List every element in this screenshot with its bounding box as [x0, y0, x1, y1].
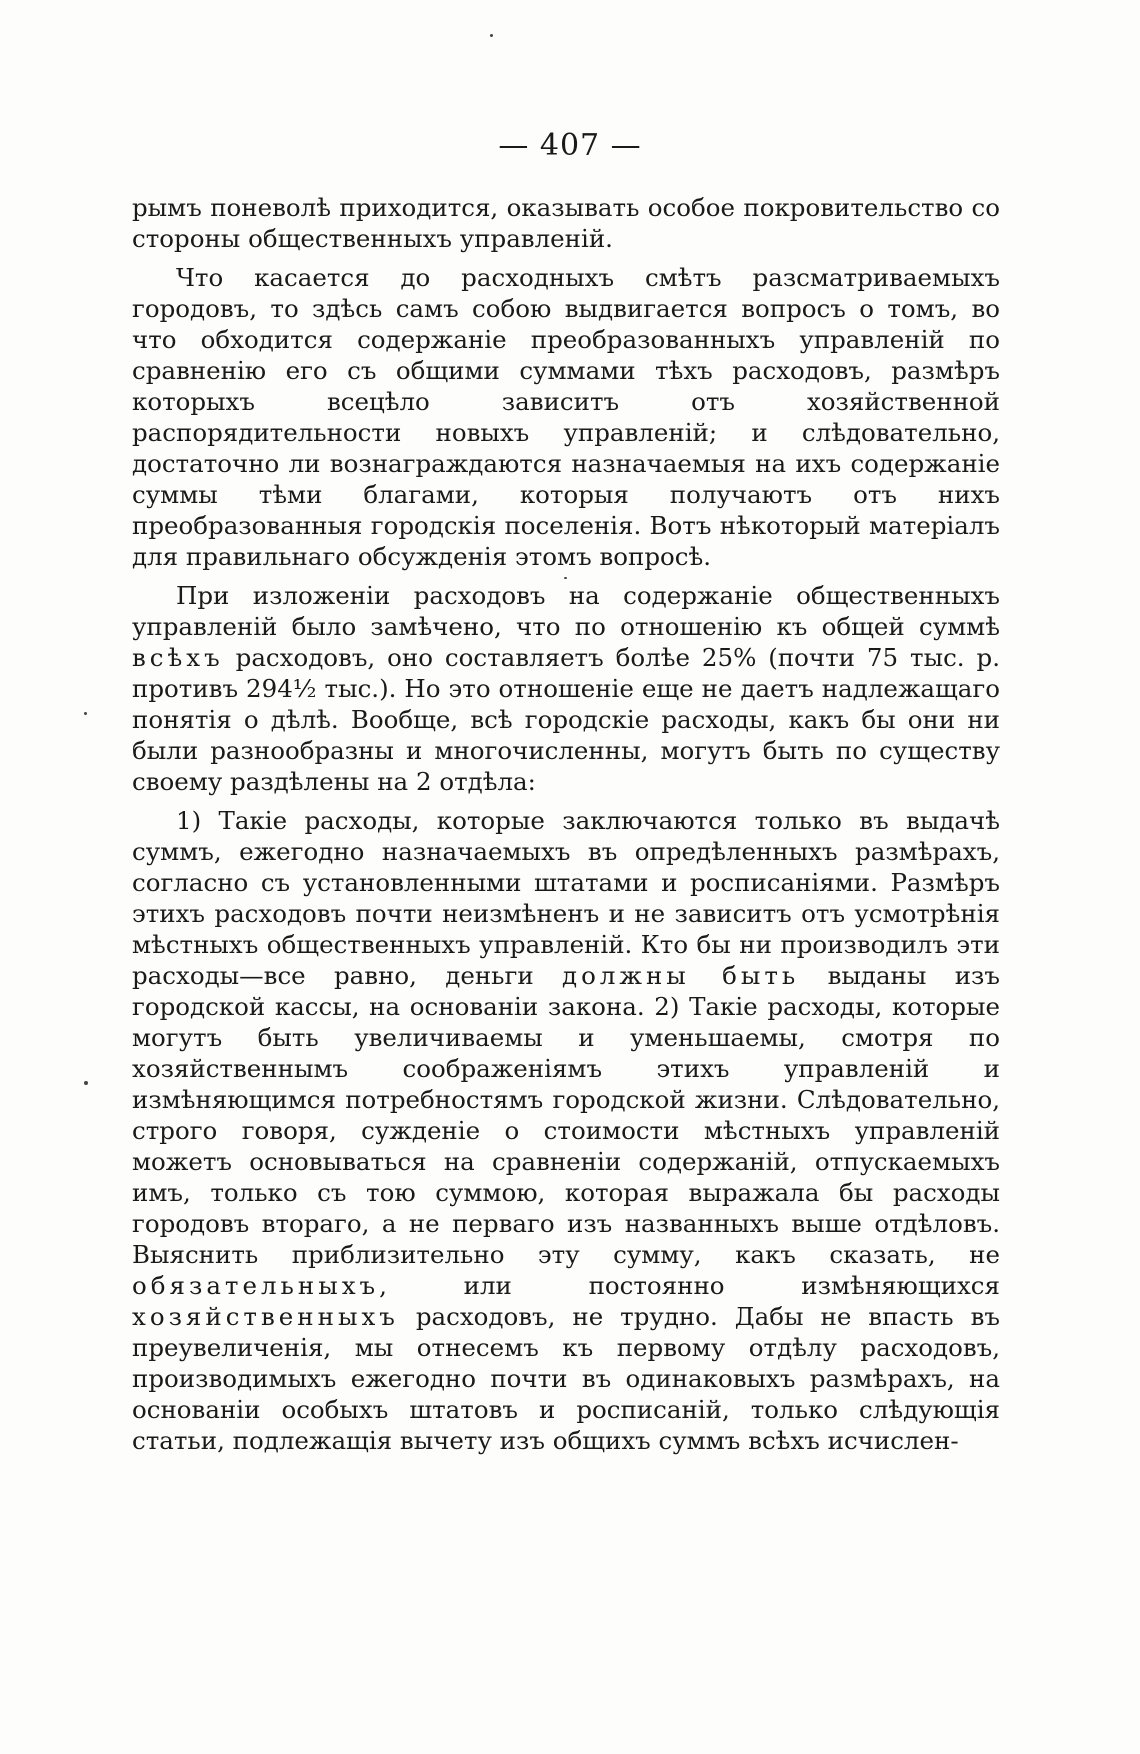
paragraph-4 [132, 805, 1000, 1456]
paragraph-1: рымъ поневолѣ приходится, оказывать особое покровительство со стороны общественныхъ управленій. [132, 193, 1000, 253]
paragraph-3-text-a: При изложеніи расходовъ на содержаніе общественныхъ управленій было замѣчено, что по отношенію къ общей суммѣ [132, 581, 1000, 641]
paragraph-4-text-b: выданы изъ городской кассы, на основаніи закона. 2) Такіе расходы, которые могутъ быть увеличиваемы и уменьшаемы, смотря по хозяйственнымъ соображеніямъ этихъ управленій и измѣняющимся потребностямъ городской жизни. Слѣдовательно, строго говоря, сужденіе о стоимости мѣстныхъ управленій можетъ основываться на сравненіи содержаній, отпускаемыхъ имъ, только съ тою суммою, которая выражала бы расходы городовъ втораго, а не перваго изъ названныхъ выше отдѣловъ. Выяснить приблизительно эту сумму, какъ сказать, не [132, 961, 1000, 1269]
paragraph-4-text-a: 1) Такіе расходы, которые заключаются только въ выдачѣ суммъ, ежегодно назначаемыхъ въ опредѣленныхъ размѣрахъ, согласно съ установленными штатами и росписаніями. Размѣръ этихъ расходовъ почти неизмѣненъ и не зависитъ отъ усмотрѣнія мѣстныхъ общественныхъ управленій. Кто бы ни производилъ эти расходы—все равно, деньги [132, 806, 1000, 990]
paragraph-3 [132, 580, 1000, 797]
paragraph-2: Что касается до расходныхъ смѣтъ разсматриваемыхъ городовъ, то здѣсь самъ собою выдвигается вопросъ о томъ, во что обходится содержаніе преобразованныхъ управленій по сравненію его съ общими суммами тѣхъ расходовъ, размѣръ которыхъ всецѣло зависитъ отъ хозяйственной распорядительности новыхъ управленій; и слѣдовательно, достаточно ли вознаграждаются назначаемыя на ихъ содержаніе суммы тѣми благами, которыя получаютъ отъ нихъ преобразованныя городскія поселенія. Вотъ нѣкоторый матеріалъ для правильнаго обсужденія этомъ вопросѣ. [132, 263, 1000, 571]
paragraph-4-text-c: , или постоянно измѣняющихся [379, 1271, 1000, 1300]
ink-speck [84, 712, 87, 715]
paragraph-3-spaced-word: всѣхъ [132, 643, 224, 672]
paragraph-4-text-d: расходовъ, не трудно. Дабы не впасть въ преувеличенія, мы отнесемъ къ первому отдѣлу расходовъ, производимыхъ ежегодно почти въ одинаковыхъ размѣрахъ, на основаніи особыхъ штатовъ и росписаній, только слѣдующія статьи, подлежащія вычету изъ общихъ суммъ всѣхъ исчислен- [132, 1302, 1000, 1455]
ink-speck [490, 34, 493, 37]
paragraph-4-spaced-phrase-1: должны быть [562, 961, 800, 990]
ink-speck [84, 1081, 88, 1085]
paragraph-4-spaced-phrase-2: обязательныхъ [132, 1271, 380, 1300]
paragraph-3-text-b: расходовъ, оно составляетъ болѣе 25% (почти 75 тыс. р. противъ 294½ тыс.). Но это отношеніе еще не даетъ надлежащаго понятія о дѣлѣ. Вообще, всѣ городскіе расходы, какъ бы они ни были разнообразны и многочисленны, могутъ быть по существу своему раздѣлены на 2 отдѣла: [132, 643, 1000, 796]
body-text [132, 192, 1000, 1464]
page-number: — 407 — [498, 128, 642, 163]
paragraph-4-spaced-phrase-3: хозяйственныхъ [132, 1302, 399, 1331]
